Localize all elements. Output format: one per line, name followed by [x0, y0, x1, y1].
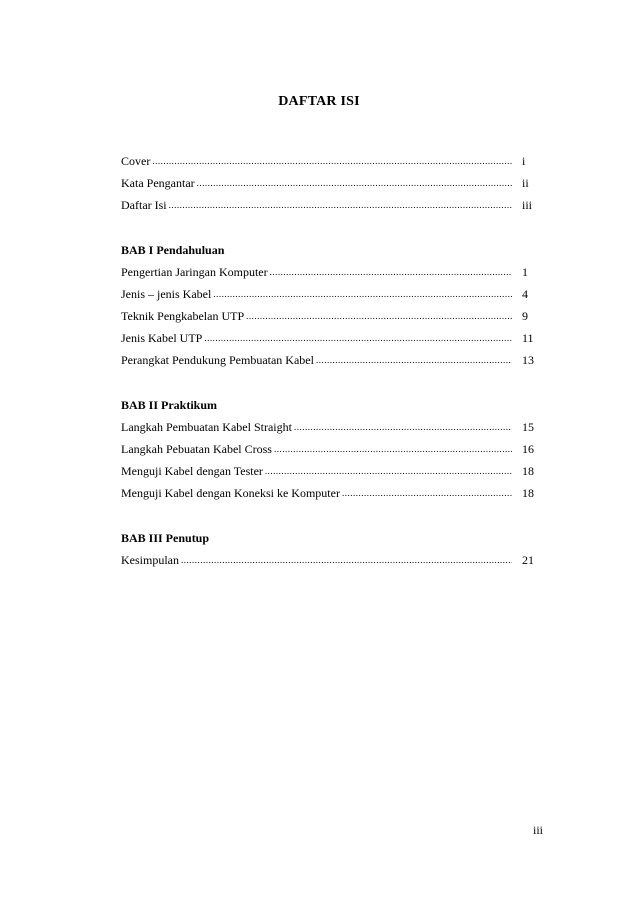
section-heading: BAB II Praktikum — [121, 398, 218, 412]
toc-front-matter — [121, 150, 546, 216]
toc-section-bab3 — [121, 527, 546, 571]
toc-entry-page: 1 — [522, 265, 528, 279]
toc-section-bab1 — [121, 239, 546, 371]
toc-entry — [121, 150, 546, 172]
toc-entry — [121, 172, 546, 194]
toc-entry — [121, 416, 546, 438]
toc-entry-page: 16 — [522, 442, 534, 456]
toc-entry-page: 4 — [522, 287, 528, 301]
toc-entry-label: Menguji Kabel dengan Tester — [121, 464, 263, 478]
toc-entry-page: 9 — [522, 309, 528, 323]
section-heading: BAB I Pendahuluan — [121, 243, 225, 257]
toc-leader-dots — [316, 349, 512, 371]
toc-entry-label: Cover — [121, 154, 151, 168]
toc-leader-dots — [197, 172, 512, 194]
toc-entry-page: 18 — [522, 486, 534, 500]
toc-leader-dots — [294, 416, 512, 438]
toc-entry — [121, 261, 546, 283]
toc-entry-label: Teknik Pengkabelan UTP — [121, 309, 245, 323]
toc-entry-label: Langkah Pebuatan Kabel Cross — [121, 442, 272, 456]
toc-leader-dots — [213, 283, 512, 305]
toc-entry-page: ii — [522, 176, 529, 190]
toc-entry-label: Jenis – jenis Kabel — [121, 287, 212, 301]
toc-entry-page: 11 — [522, 331, 534, 345]
toc-entry — [121, 349, 546, 371]
toc-leader-dots — [270, 261, 512, 283]
toc-entry-page: 21 — [522, 553, 534, 567]
toc-leader-dots — [204, 327, 512, 349]
toc-entry-label: Kata Pengantar — [121, 176, 195, 190]
toc-leader-dots — [152, 150, 512, 172]
toc-entry-page: 18 — [522, 464, 534, 478]
toc-entry — [121, 460, 546, 482]
toc-entry — [121, 438, 546, 460]
toc-entry — [121, 482, 546, 504]
toc-entry-label: Langkah Pembuatan Kabel Straight — [121, 420, 292, 434]
toc-section-bab2 — [121, 394, 546, 504]
toc-entry — [121, 327, 546, 349]
toc-entry-label: Jenis Kabel UTP — [121, 331, 203, 345]
toc-entry — [121, 549, 546, 571]
toc-entry-label: Perangkat Pendukung Pembuatan Kabel — [121, 353, 314, 367]
toc-leader-dots — [274, 438, 512, 460]
toc-leader-dots — [342, 482, 512, 504]
toc-entry-label: Kesimpulan — [121, 553, 179, 567]
toc-entry — [121, 305, 546, 327]
toc-entry-page: 13 — [522, 353, 534, 367]
toc-leader-dots — [265, 460, 512, 482]
page-title: DAFTAR ISI — [278, 94, 360, 109]
toc-entry-page: 15 — [522, 420, 534, 434]
footer-page-number: iii — [533, 823, 544, 837]
toc-entry — [121, 283, 546, 305]
toc-entry-page: iii — [522, 198, 533, 212]
section-heading: BAB III Penutup — [121, 531, 210, 545]
toc-entry — [121, 194, 546, 216]
toc-leader-dots — [181, 549, 512, 571]
toc-entry-page: i — [522, 154, 526, 168]
toc-entry-label: Daftar Isi — [121, 198, 167, 212]
toc-leader-dots — [246, 305, 512, 327]
toc-entry-label: Pengertian Jaringan Komputer — [121, 265, 268, 279]
toc-entry-label: Menguji Kabel dengan Koneksi ke Komputer — [121, 486, 340, 500]
toc-leader-dots — [169, 194, 512, 216]
